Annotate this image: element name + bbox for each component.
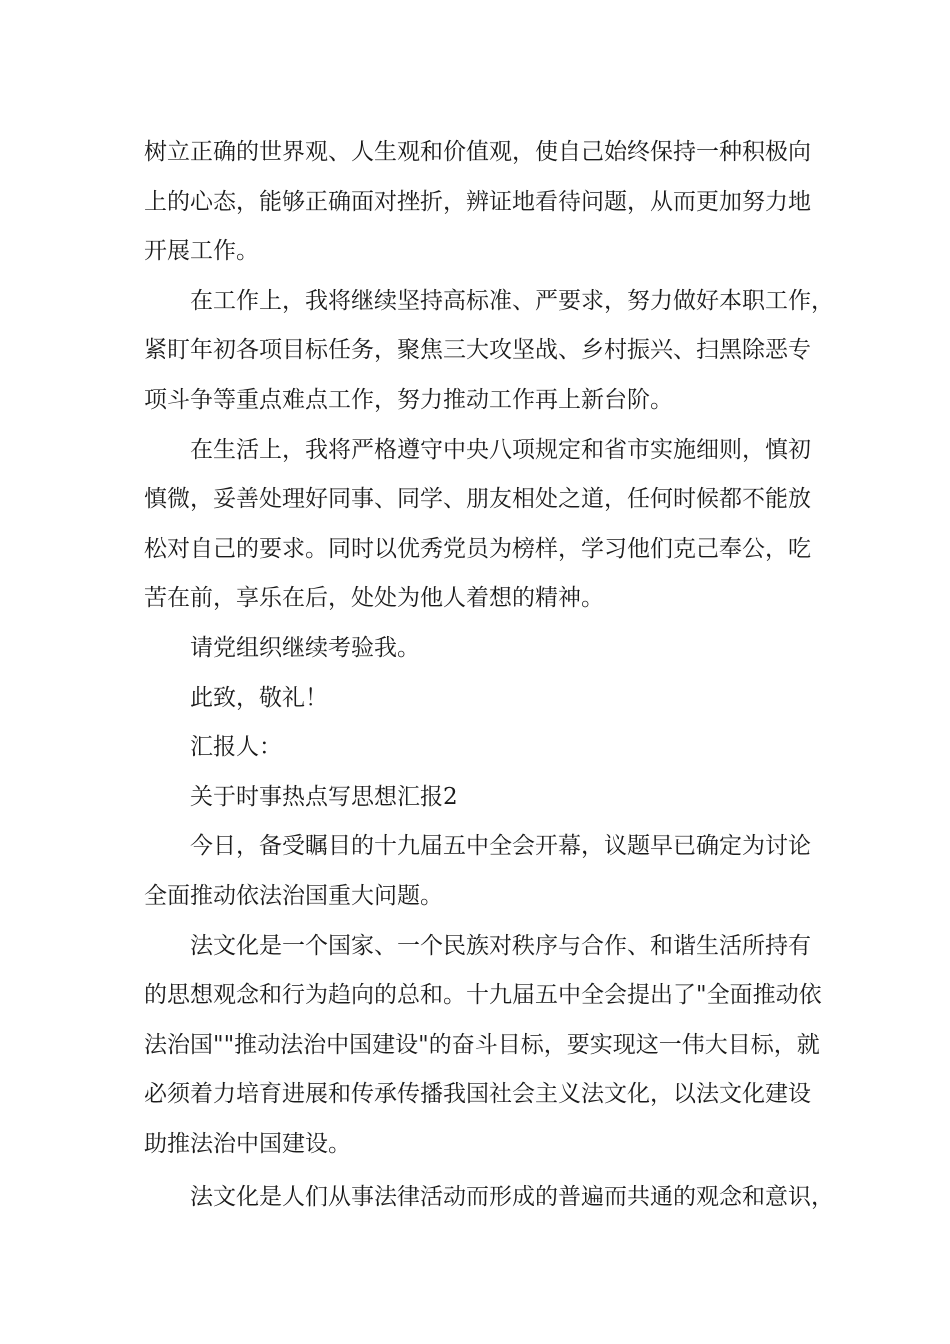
text-line: 紧盯年初各项目标任务，聚焦三大攻坚战、乡村振兴、扫黑除恶专	[144, 337, 811, 364]
paragraph	[144, 128, 834, 277]
paragraph	[144, 773, 834, 823]
text-line: 法治国""推动法治中国建设"的奋斗目标，要实现这一伟大目标，就	[144, 1031, 820, 1058]
paragraph	[144, 922, 834, 1170]
text-line: 松对自己的要求。同时以优秀党员为榜样，学习他们克己奉公，吃	[144, 535, 811, 562]
paragraph	[144, 822, 834, 921]
text-line: 必须着力培育进展和传承传播我国社会主义法文化，以法文化建设	[144, 1081, 811, 1108]
paragraph	[144, 1173, 834, 1223]
document-body	[144, 128, 834, 1223]
text-line: 项斗争等重点难点工作，努力推动工作再上新台阶。	[144, 386, 673, 413]
text-line: 关于时事热点写思想汇报2	[190, 783, 458, 810]
text-line: 慎微，妥善处理好同事、同学、朋友相处之道，任何时候都不能放	[144, 486, 811, 513]
paragraph	[144, 426, 834, 624]
text-line: 汇报人：	[190, 734, 282, 761]
paragraph	[144, 674, 834, 724]
text-line: 上的心态，能够正确面对挫折，辨证地看待问题，从而更加努力地	[144, 188, 811, 215]
text-line: 在生活上，我将严格遵守中央八项规定和省市实施细则，慎初	[190, 436, 811, 463]
text-line: 法文化是一个国家、一个民族对秩序与合作、和谐生活所持有	[190, 932, 811, 959]
paragraph	[144, 723, 834, 773]
text-line: 树立正确的世界观、人生观和价值观，使自己始终保持一种积极向	[144, 139, 811, 165]
paragraph	[144, 277, 834, 426]
text-line: 在工作上，我将继续坚持高标准、严要求，努力做好本职工作，	[190, 287, 834, 314]
text-line: 全面推动依法治国重大问题。	[144, 882, 443, 909]
text-line: 开展工作。	[144, 238, 259, 265]
text-line: 助推法治中国建设。	[144, 1130, 351, 1157]
text-line: 法文化是人们从事法律活动而形成的普遍而共通的观念和意识，	[190, 1184, 834, 1211]
text-line: 苦在前，享乐在后，处处为他人着想的精神。	[144, 585, 604, 612]
text-line: 此致，敬礼！	[190, 684, 328, 711]
text-line: 的思想观念和行为趋向的总和。十九届五中全会提出了"全面推动依	[144, 982, 822, 1009]
text-line: 今日，备受瞩目的十九届五中全会开幕，议题早已确定为讨论	[190, 833, 811, 860]
paragraph	[144, 624, 834, 674]
text-line: 请党组织继续考验我。	[190, 634, 420, 661]
